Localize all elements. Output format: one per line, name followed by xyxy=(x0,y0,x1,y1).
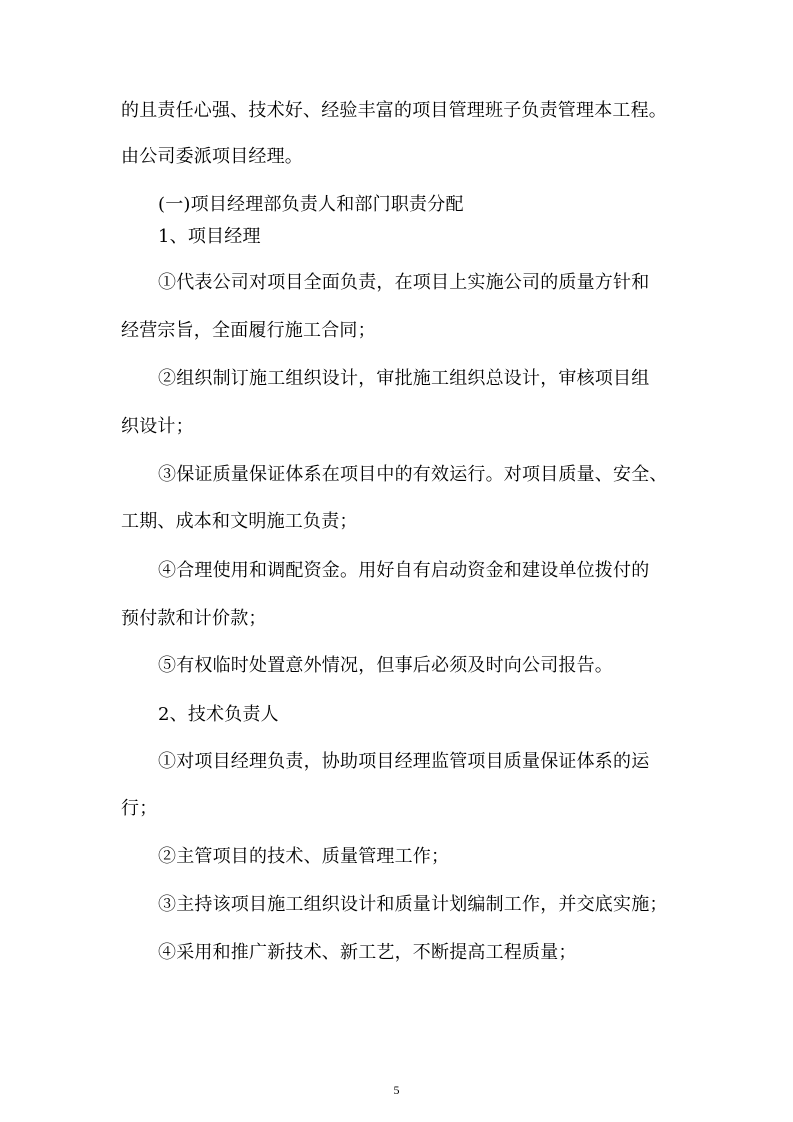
list-item: ⑤有权临时处置意外情况，但事后必须及时向公司报告。 xyxy=(158,655,613,676)
list-item: ①代表公司对项目全面负责，在项目上实施公司的质量方针和 xyxy=(158,272,650,293)
list-item: ②组织制订施工组织设计，审批施工组织总设计，审核项目组 xyxy=(158,368,650,389)
subsection-heading: 2、技术负责人 xyxy=(158,704,279,725)
paragraph-line: 的且责任心强、技术好、经验丰富的项目管理班子负责管理本工程。 xyxy=(121,100,667,121)
list-item: ①对项目经理负责，协助项目经理监管项目质量保证体系的运 xyxy=(158,751,650,772)
list-item: ④采用和推广新技术、新工艺，不断提高工程质量； xyxy=(158,942,577,963)
list-item-continuation: 工期、成本和文明施工负责； xyxy=(121,511,358,532)
page-number: 5 xyxy=(393,1083,400,1097)
list-item: ④合理使用和调配资金。用好自有启动资金和建设单位拨付的 xyxy=(158,560,650,581)
list-item: ③保证质量保证体系在项目中的有效运行。对项目质量、安全、 xyxy=(158,464,668,485)
list-item: ②主管项目的技术、质量管理工作； xyxy=(158,846,450,867)
paragraph-line: 由公司委派项目经理。 xyxy=(121,146,303,167)
list-item: ③主持该项目施工组织设计和质量计划编制工作，并交底实施； xyxy=(158,894,668,915)
section-heading: (一)项目经理部负责人和部门职责分配 xyxy=(158,194,464,215)
subsection-heading: 1、项目经理 xyxy=(158,226,261,247)
list-item-continuation: 预付款和计价款； xyxy=(121,608,267,629)
list-item-continuation: 织设计； xyxy=(121,416,194,437)
list-item-continuation: 行； xyxy=(121,798,158,819)
list-item-continuation: 经营宗旨，全面履行施工合同； xyxy=(121,320,376,341)
